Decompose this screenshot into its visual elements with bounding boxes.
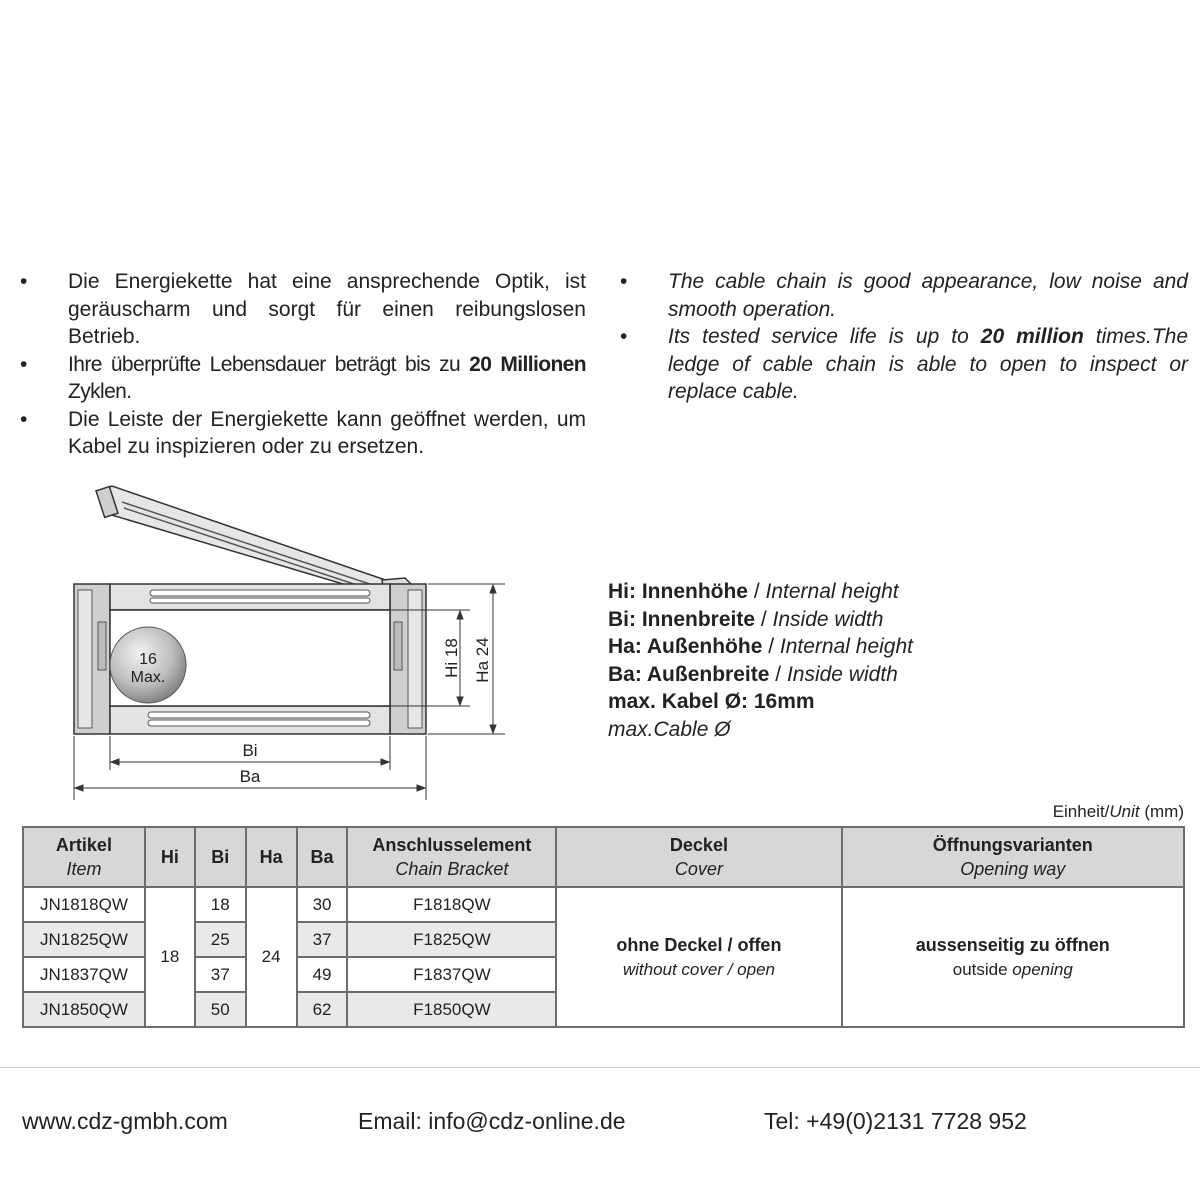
dim-ha-label: Ha 24 xyxy=(473,637,492,683)
cell-ba: 30 xyxy=(297,887,348,922)
cell-bracket: F1825QW xyxy=(347,922,556,957)
header-bi: Bi xyxy=(195,827,246,887)
bullet-text: Die Leiste der Energiekette kann geöffnet werden, um Kabel zu inspizieren oder zu ersetzen. xyxy=(68,407,586,458)
bullet-marker: • xyxy=(20,270,28,293)
bottom-crossbar xyxy=(110,706,390,734)
ball-label-max: Max. xyxy=(130,669,166,686)
bullet-marker: • xyxy=(620,325,628,348)
bullet-item xyxy=(620,323,1188,406)
spec-table xyxy=(22,826,1185,1028)
cell-ba: 49 xyxy=(297,957,348,992)
cell-ha: 24 xyxy=(246,887,297,1027)
bullet-item xyxy=(620,268,1188,323)
cell-bi: 37 xyxy=(195,957,246,992)
dimension-legend xyxy=(608,578,913,744)
header-opening: Öffnungsvarianten Opening way xyxy=(842,827,1184,887)
footer-email-link[interactable]: Email: info@cdz-online.de xyxy=(358,1108,626,1134)
legend-line: Ha: Außenhöhe / Internal height xyxy=(608,635,914,659)
cell-ba: 62 xyxy=(297,992,348,1027)
cell-item: JN1825QW xyxy=(23,922,145,957)
dim-ba-label: Ba xyxy=(239,767,261,786)
cell-bracket: F1818QW xyxy=(347,887,556,922)
opened-lid xyxy=(96,486,400,598)
table-header-row xyxy=(23,827,1184,887)
bullet-text: Ihre überprüfte Lebensdauer beträgt bis zu 20 Millionen Zyklen. xyxy=(68,352,586,403)
header-cover: Deckel Cover xyxy=(556,827,841,887)
footer-website-link[interactable]: www.cdz-gmbh.com xyxy=(22,1108,228,1134)
bullet-text: Die Energiekette hat eine ansprechende Optik, ist geräuscharm und sorgt für einen reibungslosen Betrieb. xyxy=(68,270,586,348)
cell-bracket: F1837QW xyxy=(347,957,556,992)
left-side-wall xyxy=(74,584,110,734)
ball-label-diameter: 16 xyxy=(139,651,157,668)
bullet-marker: • xyxy=(20,407,28,431)
dim-hi-label: Hi 18 xyxy=(442,638,461,678)
cell-ba: 37 xyxy=(297,922,348,957)
cell-bi: 25 xyxy=(195,922,246,957)
cell-opening: aussenseitig zu öffnen outside opening xyxy=(842,887,1184,1027)
header-hi: Hi xyxy=(145,827,195,887)
bullet-marker: • xyxy=(20,352,28,376)
cell-bi: 18 xyxy=(195,887,246,922)
header-item: Artikel Item xyxy=(23,827,145,887)
bullet-item xyxy=(20,351,586,406)
table-row xyxy=(23,887,1184,922)
top-crossbar xyxy=(110,584,390,610)
legend-line: max.Cable Ø xyxy=(608,717,731,741)
cell-hi: 18 xyxy=(145,887,195,1027)
bullet-list-german xyxy=(20,268,586,461)
legend-line: Ba: Außenbreite / Inside width xyxy=(608,662,898,686)
footer-phone: Tel: +49(0)2131 7728 952 xyxy=(764,1108,1027,1134)
chain-cross-section-drawing xyxy=(60,480,520,810)
legend-line: max. Kabel Ø: 16mm xyxy=(608,690,815,714)
bullet-item xyxy=(20,406,586,461)
bullet-text: The cable chain is good appearance, low noise and smooth operation. xyxy=(668,270,1188,321)
bullet-marker: • xyxy=(620,270,628,293)
cell-item: JN1818QW xyxy=(23,887,145,922)
header-ba: Ba xyxy=(297,827,348,887)
header-chain-bracket: Anschlusselement Chain Bracket xyxy=(347,827,556,887)
cell-item: JN1850QW xyxy=(23,992,145,1027)
right-side-wall xyxy=(390,584,426,734)
unit-note: Einheit/Unit (mm) xyxy=(1052,802,1184,821)
cell-cover: ohne Deckel / offen without cover / open xyxy=(556,887,841,1027)
header-ha: Ha xyxy=(246,827,297,887)
legend-line: Hi: Innenhöhe / Internal height xyxy=(608,580,899,603)
cell-bracket: F1850QW xyxy=(347,992,556,1027)
bullet-text: Its tested service life is up to 20 million times.The ledge of cable chain is able to open to inspect or replace cable. xyxy=(668,325,1189,403)
footer-divider xyxy=(0,1067,1200,1068)
legend-line: Bi: Innenbreite / Inside width xyxy=(608,607,884,631)
dim-bi-label: Bi xyxy=(242,741,258,760)
cell-bi: 50 xyxy=(195,992,246,1027)
bullet-list-english xyxy=(620,268,1188,406)
cell-item: JN1837QW xyxy=(23,957,145,992)
bullet-item xyxy=(20,268,586,351)
